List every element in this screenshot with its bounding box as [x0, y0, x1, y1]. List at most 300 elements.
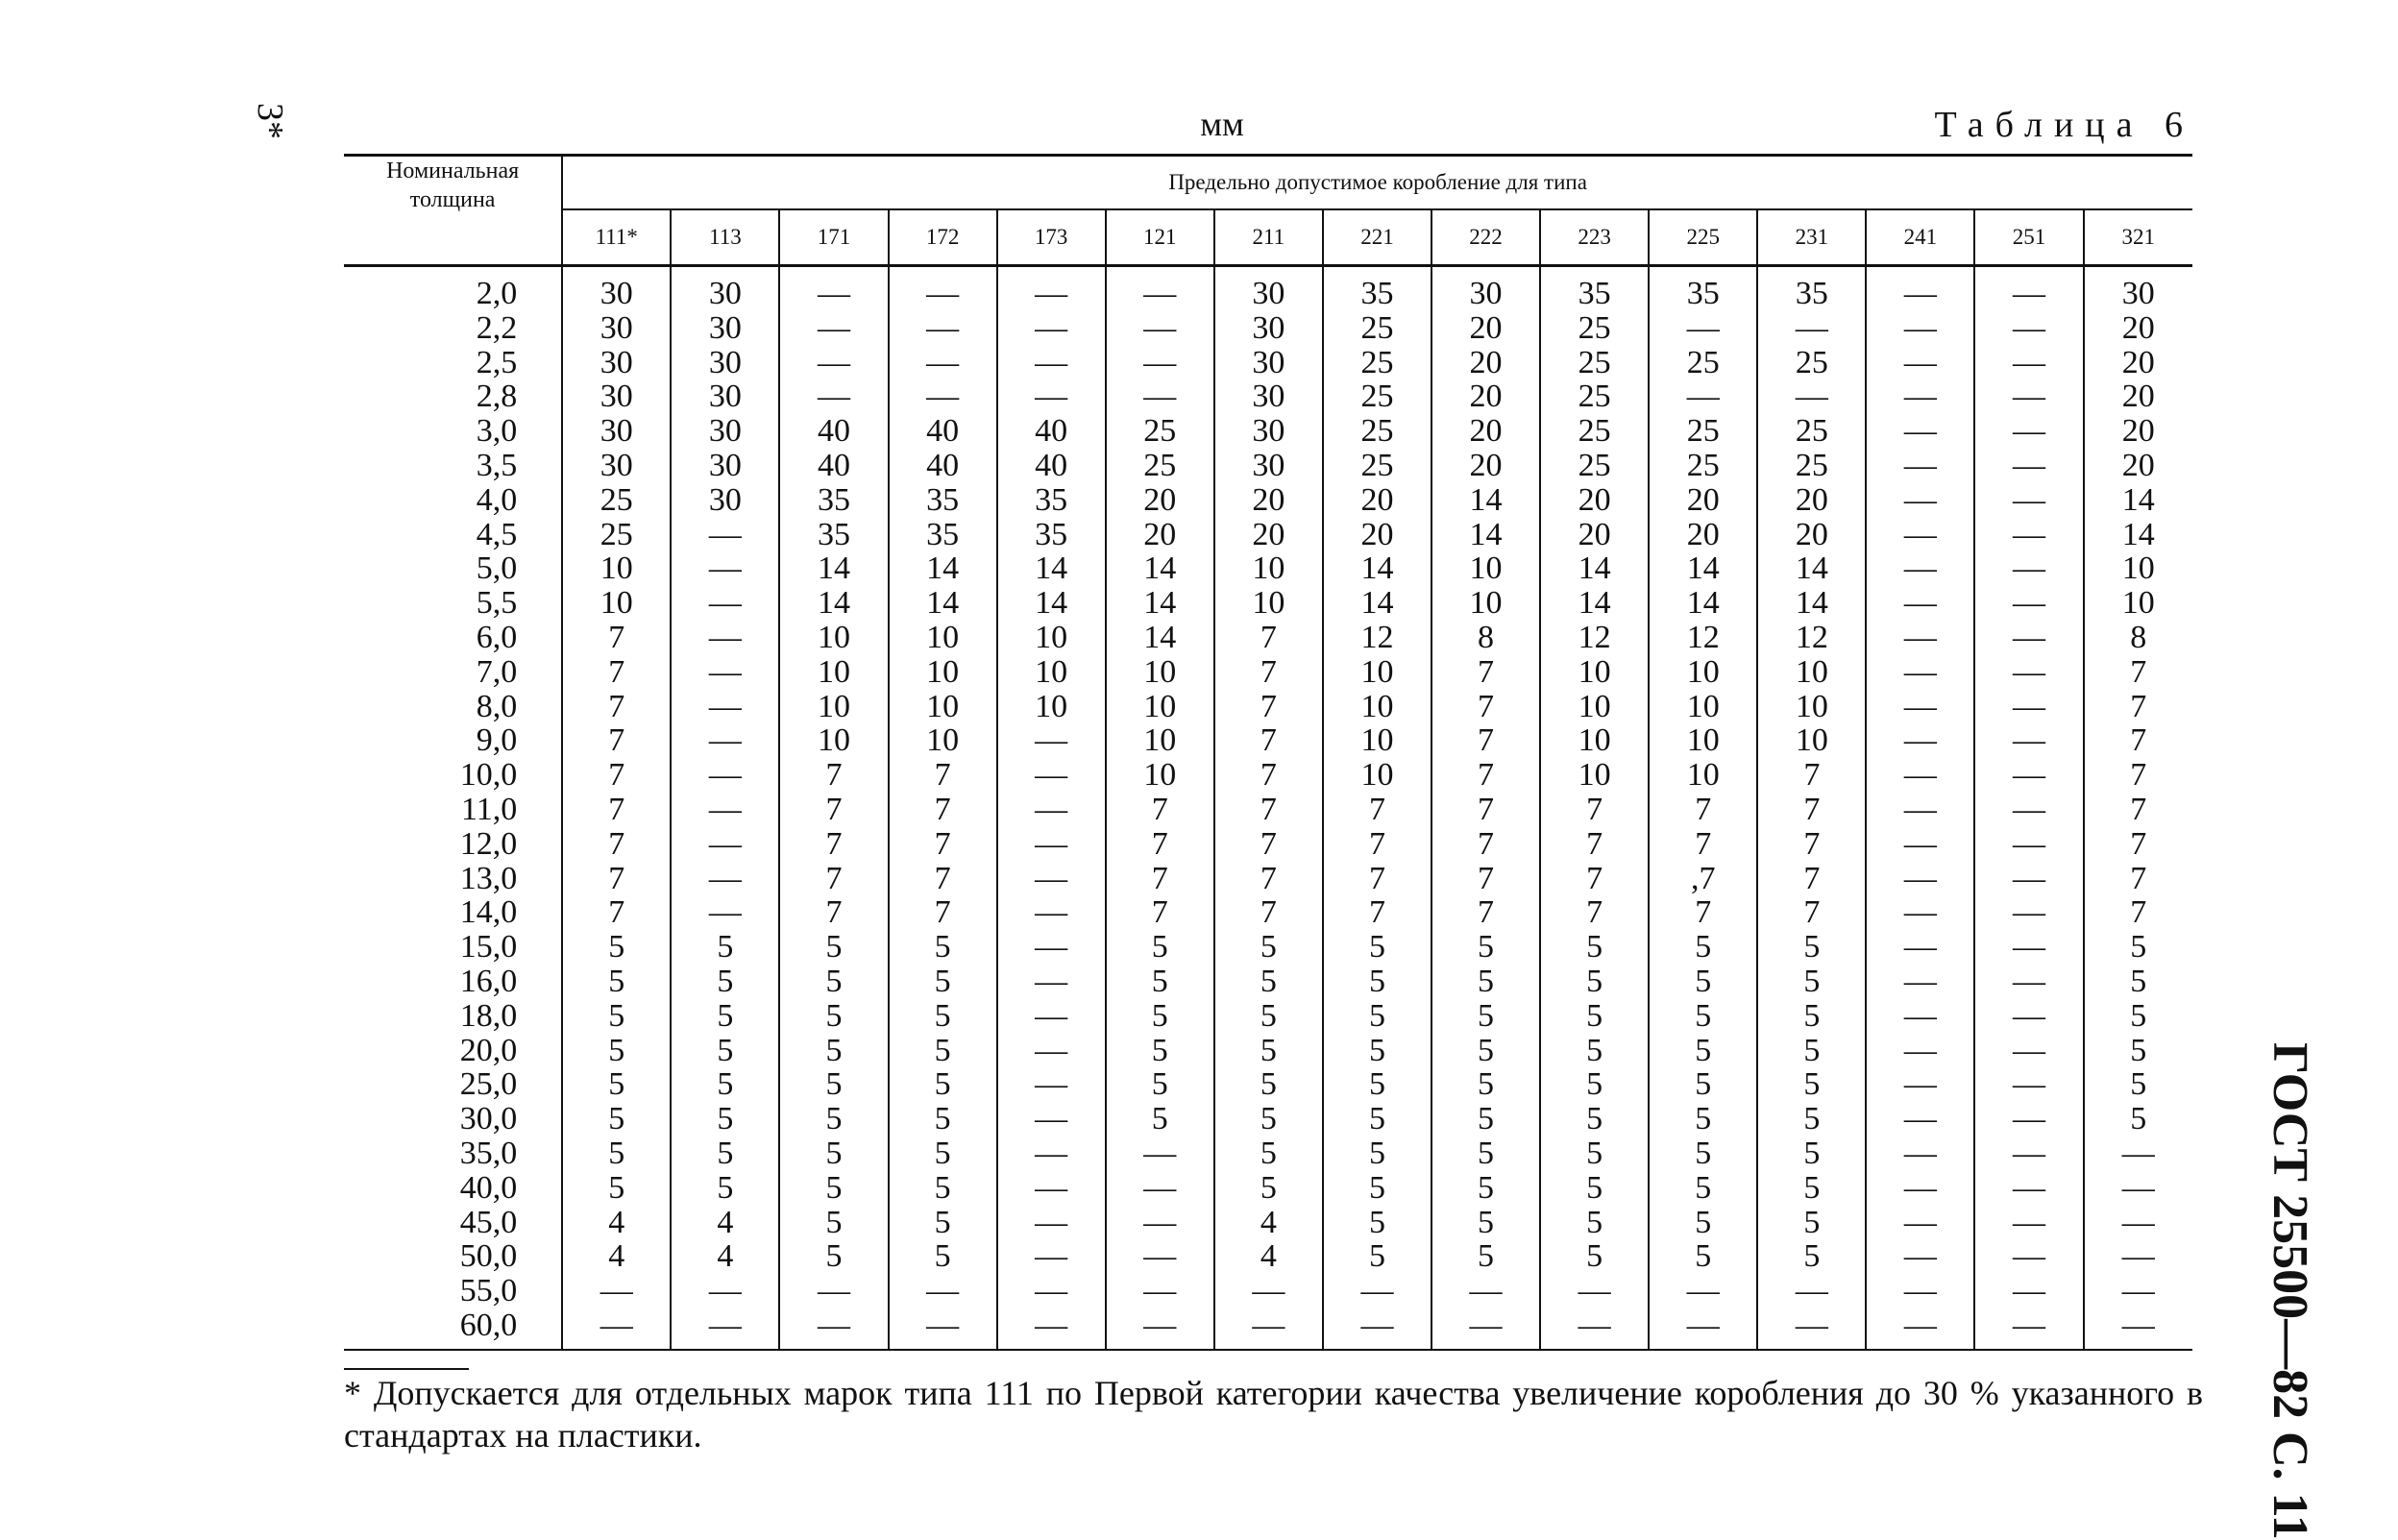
value-cell: — — [1974, 266, 2083, 311]
value-cell: 30 — [671, 414, 779, 449]
value-cell: 5 — [1106, 930, 1214, 965]
value-cell: 30 — [562, 311, 671, 346]
value-cell: 14 — [1323, 586, 1431, 621]
thickness-cell: 40,0 — [459, 1169, 518, 1206]
value-cell: 10 — [1431, 586, 1540, 621]
thickness-cell: 13,0 — [459, 860, 518, 896]
table-row — [344, 1239, 2192, 1274]
value-cell: 40 — [889, 449, 997, 483]
value-cell: — — [1431, 1274, 1540, 1308]
value-cell: 7 — [562, 690, 671, 724]
value-cell: 5 — [1757, 1137, 1866, 1171]
value-cell: 5 — [1649, 1206, 1757, 1240]
value-cell: 5 — [671, 930, 779, 965]
thickness-cell: 3,5 — [476, 447, 518, 483]
page-margin-mark: 3* — [250, 103, 290, 139]
value-cell: 10 — [779, 655, 888, 690]
value-cell: 5 — [1323, 1171, 1431, 1206]
value-cell: 35 — [779, 518, 888, 552]
type-header: 223 — [1540, 209, 1649, 266]
value-cell: 7 — [562, 793, 671, 827]
type-header: 241 — [1866, 209, 1974, 266]
value-cell: 5 — [1757, 930, 1866, 965]
value-cell: 14 — [1757, 586, 1866, 621]
value-cell: — — [1866, 551, 1974, 586]
value-cell: 10 — [1540, 655, 1649, 690]
table-row — [344, 999, 2192, 1034]
value-cell: — — [671, 793, 779, 827]
value-cell: 5 — [671, 1034, 779, 1068]
value-cell: 5 — [1540, 1034, 1649, 1068]
value-cell: 7 — [2084, 758, 2192, 793]
table-row — [344, 449, 2192, 483]
value-cell: 14 — [889, 586, 997, 621]
value-cell: 5 — [671, 1067, 779, 1102]
value-cell: 5 — [889, 1137, 997, 1171]
thickness-cell: 9,0 — [476, 722, 518, 759]
value-cell: 10 — [2084, 551, 2192, 586]
type-header: 222 — [1431, 209, 1540, 266]
value-cell: 7 — [889, 862, 997, 896]
value-cell: 10 — [1106, 655, 1214, 690]
type-header: 225 — [1649, 209, 1757, 266]
type-header: 231 — [1757, 209, 1866, 266]
value-cell: — — [1106, 1274, 1214, 1308]
thickness-cell: 55,0 — [459, 1273, 518, 1309]
value-cell: 25 — [1106, 449, 1214, 483]
value-cell: 10 — [889, 723, 997, 758]
value-cell: 30 — [562, 414, 671, 449]
value-cell: — — [2084, 1239, 2192, 1274]
value-cell: 10 — [997, 655, 1106, 690]
value-cell: — — [1649, 1274, 1757, 1308]
value-cell: 30 — [671, 311, 779, 346]
value-cell: — — [671, 895, 779, 930]
warpage-table — [344, 154, 2192, 1351]
value-cell: — — [1866, 266, 1974, 311]
value-cell: — — [1866, 827, 1974, 862]
value-cell: 7 — [1540, 862, 1649, 896]
value-cell: 25 — [1757, 346, 1866, 380]
table-row — [344, 311, 2192, 346]
value-cell: — — [671, 723, 779, 758]
value-cell: 5 — [1757, 999, 1866, 1034]
value-cell: — — [1866, 1171, 1974, 1206]
thickness-cell: 50,0 — [459, 1238, 518, 1275]
value-cell: 25 — [1323, 414, 1431, 449]
value-cell: 7 — [562, 621, 671, 655]
thickness-cell: 12,0 — [459, 825, 518, 862]
value-cell: 10 — [562, 551, 671, 586]
value-cell: 5 — [2084, 1034, 2192, 1068]
value-cell: 20 — [1106, 483, 1214, 518]
value-cell: — — [997, 1034, 1106, 1068]
value-cell: 20 — [1431, 414, 1540, 449]
table-row — [344, 1034, 2192, 1068]
value-cell: 5 — [562, 965, 671, 999]
value-cell: — — [1866, 346, 1974, 380]
value-cell: — — [1974, 895, 2083, 930]
value-cell: 7 — [1431, 793, 1540, 827]
table-row — [344, 793, 2192, 827]
value-cell: 25 — [1540, 449, 1649, 483]
value-cell: 12 — [1323, 621, 1431, 655]
value-cell: — — [1866, 1308, 1974, 1350]
value-cell: 10 — [1757, 723, 1866, 758]
value-cell: — — [1866, 793, 1974, 827]
value-cell: 7 — [1323, 895, 1431, 930]
value-cell: 4 — [562, 1206, 671, 1240]
value-cell: 20 — [1214, 518, 1323, 552]
value-cell: — — [1974, 483, 2083, 518]
value-cell: — — [1974, 1102, 2083, 1137]
value-cell: 14 — [1431, 483, 1540, 518]
value-cell: 5 — [1540, 930, 1649, 965]
value-cell: — — [1214, 1274, 1323, 1308]
table-row — [344, 346, 2192, 380]
value-cell: — — [997, 1206, 1106, 1240]
value-cell: 14 — [1431, 518, 1540, 552]
table-row — [344, 551, 2192, 586]
value-cell: 5 — [671, 1137, 779, 1171]
type-header: 113 — [671, 209, 779, 266]
value-cell: 5 — [671, 1171, 779, 1206]
value-cell: — — [1106, 311, 1214, 346]
value-cell: — — [671, 758, 779, 793]
value-cell: 7 — [1214, 655, 1323, 690]
value-cell: 7 — [2084, 862, 2192, 896]
value-cell: 7 — [1214, 723, 1323, 758]
value-cell: 7 — [2084, 723, 2192, 758]
value-cell: — — [1866, 758, 1974, 793]
value-cell: 14 — [1757, 551, 1866, 586]
value-cell: 7 — [1649, 827, 1757, 862]
table-row — [344, 1102, 2192, 1137]
value-cell: 25 — [1323, 449, 1431, 483]
value-cell: — — [889, 311, 997, 346]
value-cell: 30 — [2084, 266, 2192, 311]
type-header-row — [344, 209, 2192, 266]
value-cell: — — [1974, 999, 2083, 1034]
value-cell: — — [1323, 1308, 1431, 1350]
value-cell: 25 — [1323, 346, 1431, 380]
table-row — [344, 1067, 2192, 1102]
value-cell: — — [1974, 1239, 2083, 1274]
value-cell: — — [671, 621, 779, 655]
thickness-cell: 18,0 — [459, 997, 518, 1034]
value-cell: 30 — [1214, 414, 1323, 449]
value-cell: 7 — [1106, 793, 1214, 827]
thickness-cell: 5,5 — [476, 585, 518, 622]
value-cell: — — [1649, 311, 1757, 346]
value-cell: — — [1974, 1171, 2083, 1206]
value-cell: 10 — [1540, 723, 1649, 758]
value-cell: 20 — [1431, 346, 1540, 380]
value-cell: — — [997, 895, 1106, 930]
value-cell: 35 — [889, 483, 997, 518]
value-cell: 20 — [2084, 379, 2192, 414]
value-cell: 25 — [562, 518, 671, 552]
value-cell: 7 — [1323, 793, 1431, 827]
value-cell: 35 — [997, 518, 1106, 552]
value-cell: 14 — [997, 551, 1106, 586]
value-cell: 7 — [779, 827, 888, 862]
thickness-cell: 4,0 — [476, 481, 518, 518]
thickness-cell: 35,0 — [459, 1135, 518, 1171]
value-cell: 30 — [1214, 379, 1323, 414]
value-cell: — — [779, 346, 888, 380]
value-cell: 10 — [1431, 551, 1540, 586]
value-cell: 25 — [562, 483, 671, 518]
value-cell: 5 — [1757, 1102, 1866, 1137]
value-cell: — — [1757, 379, 1866, 414]
value-cell: 20 — [2084, 449, 2192, 483]
gost-page-reference: ГОСТ 25500—82 С. 11 — [2263, 1042, 2317, 1540]
value-cell: 5 — [1106, 1067, 1214, 1102]
type-header: 211 — [1214, 209, 1323, 266]
table-row — [344, 895, 2192, 930]
nominal-thickness-header: Номинальная толщина — [344, 156, 562, 266]
value-cell: 5 — [1214, 1102, 1323, 1137]
value-cell: 35 — [1540, 266, 1649, 311]
value-cell: 10 — [889, 690, 997, 724]
value-cell: 5 — [1540, 1137, 1649, 1171]
value-cell: — — [1974, 1206, 2083, 1240]
value-cell: — — [997, 346, 1106, 380]
value-cell: — — [779, 1274, 888, 1308]
value-cell: 5 — [779, 1171, 888, 1206]
value-cell: — — [2084, 1308, 2192, 1350]
value-cell: — — [1974, 965, 2083, 999]
value-cell: 7 — [1757, 758, 1866, 793]
value-cell: — — [1866, 930, 1974, 965]
value-cell: — — [562, 1274, 671, 1308]
type-header: 321 — [2084, 209, 2192, 266]
value-cell: 10 — [1757, 655, 1866, 690]
value-cell: 5 — [1214, 1034, 1323, 1068]
value-cell: — — [1974, 1034, 2083, 1068]
value-cell: 7 — [2084, 793, 2192, 827]
value-cell: 5 — [1649, 1171, 1757, 1206]
value-cell: 30 — [562, 266, 671, 311]
value-cell: 10 — [1323, 690, 1431, 724]
value-cell: — — [1866, 895, 1974, 930]
value-cell: 4 — [562, 1239, 671, 1274]
value-cell: 10 — [889, 621, 997, 655]
value-cell: — — [779, 379, 888, 414]
value-cell: 7 — [1214, 758, 1323, 793]
value-cell: — — [2084, 1171, 2192, 1206]
value-cell: 5 — [1106, 965, 1214, 999]
value-cell: 10 — [779, 621, 888, 655]
value-cell: — — [1974, 1067, 2083, 1102]
value-cell: 7 — [889, 895, 997, 930]
value-cell: 5 — [2084, 930, 2192, 965]
value-cell: 7 — [1431, 690, 1540, 724]
value-cell: 5 — [1431, 1067, 1540, 1102]
value-cell: 30 — [671, 449, 779, 483]
value-cell: — — [1106, 1137, 1214, 1171]
value-cell: 7 — [1106, 895, 1214, 930]
value-cell: 5 — [1431, 1034, 1540, 1068]
value-cell: 12 — [1649, 621, 1757, 655]
value-cell: 5 — [1214, 1067, 1323, 1102]
value-cell: — — [562, 1308, 671, 1350]
value-cell: 25 — [1540, 311, 1649, 346]
value-cell: 30 — [562, 346, 671, 380]
value-cell: 5 — [562, 1067, 671, 1102]
value-cell: 8 — [1431, 621, 1540, 655]
value-cell: 10 — [1649, 690, 1757, 724]
value-cell: — — [1866, 483, 1974, 518]
value-cell: 30 — [1214, 346, 1323, 380]
thickness-cell: 2,2 — [476, 309, 518, 346]
value-cell: 5 — [562, 1102, 671, 1137]
value-cell: — — [671, 827, 779, 862]
footnote-divider — [344, 1368, 469, 1370]
value-cell: — — [1866, 621, 1974, 655]
value-cell: 5 — [1540, 999, 1649, 1034]
value-cell: — — [1974, 655, 2083, 690]
value-cell: 25 — [1540, 379, 1649, 414]
value-cell: 10 — [1323, 655, 1431, 690]
value-cell: 5 — [1757, 1067, 1866, 1102]
value-cell: 10 — [1106, 690, 1214, 724]
value-cell: 5 — [1431, 1239, 1540, 1274]
value-cell: — — [1106, 1206, 1214, 1240]
value-cell: 5 — [1323, 1067, 1431, 1102]
table-row — [344, 1137, 2192, 1171]
value-cell: 14 — [1106, 551, 1214, 586]
value-cell: 5 — [1757, 1239, 1866, 1274]
value-cell: — — [1974, 1137, 2083, 1171]
value-cell: 25 — [1649, 414, 1757, 449]
value-cell: 5 — [889, 1067, 997, 1102]
table-title: Таблица 6 — [1934, 105, 2194, 145]
type-header: 171 — [779, 209, 888, 266]
value-cell: — — [1866, 1274, 1974, 1308]
value-cell: 14 — [1540, 551, 1649, 586]
value-cell: — — [1866, 518, 1974, 552]
thickness-cell: 45,0 — [459, 1204, 518, 1240]
value-cell: 7 — [1649, 895, 1757, 930]
value-cell: — — [2084, 1137, 2192, 1171]
value-cell: 5 — [889, 1034, 997, 1068]
value-cell: 25 — [1540, 346, 1649, 380]
value-cell: 5 — [1431, 1137, 1540, 1171]
value-cell: 5 — [779, 1206, 888, 1240]
value-cell: 4 — [1214, 1206, 1323, 1240]
value-cell: — — [1866, 586, 1974, 621]
value-cell: 7 — [1214, 793, 1323, 827]
value-cell: 20 — [1431, 449, 1540, 483]
value-cell: 5 — [1649, 1067, 1757, 1102]
value-cell: 5 — [2084, 999, 2192, 1034]
value-cell: 20 — [2084, 414, 2192, 449]
value-cell: — — [997, 1274, 1106, 1308]
value-cell: 7 — [1214, 895, 1323, 930]
thickness-cell: 60,0 — [344, 1308, 562, 1350]
value-cell: — — [1974, 311, 2083, 346]
value-cell: 5 — [1431, 1171, 1540, 1206]
value-cell: — — [671, 1274, 779, 1308]
value-cell: — — [997, 1067, 1106, 1102]
value-cell: 14 — [1649, 586, 1757, 621]
value-cell: 5 — [1214, 1171, 1323, 1206]
value-cell: — — [1974, 518, 2083, 552]
value-cell: — — [889, 1308, 997, 1350]
value-cell: — — [671, 518, 779, 552]
value-cell: — — [1866, 999, 1974, 1034]
value-cell: — — [997, 1308, 1106, 1350]
value-cell: — — [1974, 621, 2083, 655]
value-cell: 5 — [1214, 999, 1323, 1034]
thickness-cell: 2,0 — [476, 276, 518, 311]
value-cell: 20 — [1757, 518, 1866, 552]
value-cell: — — [997, 1239, 1106, 1274]
value-cell: — — [1866, 965, 1974, 999]
value-cell: 5 — [1431, 965, 1540, 999]
value-cell: — — [779, 1308, 888, 1350]
value-cell: 20 — [1431, 379, 1540, 414]
value-cell: — — [1866, 311, 1974, 346]
value-cell: 5 — [1431, 1102, 1540, 1137]
value-cell: 10 — [2084, 586, 2192, 621]
value-cell: 10 — [1323, 758, 1431, 793]
value-cell: — — [997, 965, 1106, 999]
value-cell: 7 — [562, 723, 671, 758]
value-cell: 5 — [1540, 1067, 1649, 1102]
value-cell: 5 — [671, 965, 779, 999]
value-cell: — — [1757, 311, 1866, 346]
value-cell: 7 — [1214, 827, 1323, 862]
value-cell: 5 — [1757, 1206, 1866, 1240]
value-cell: 12 — [1540, 621, 1649, 655]
value-cell: 35 — [889, 518, 997, 552]
value-cell: — — [671, 690, 779, 724]
value-cell: 7 — [1757, 862, 1866, 896]
value-cell: 7 — [562, 758, 671, 793]
value-cell: 5 — [1323, 1239, 1431, 1274]
value-cell: 40 — [997, 414, 1106, 449]
value-cell: 7 — [779, 758, 888, 793]
value-cell: 5 — [1323, 1034, 1431, 1068]
value-cell: ,7 — [1649, 862, 1757, 896]
value-cell: 35 — [997, 483, 1106, 518]
type-header: 221 — [1323, 209, 1431, 266]
value-cell: 7 — [1323, 862, 1431, 896]
value-cell: 25 — [1649, 346, 1757, 380]
value-cell: 5 — [671, 1102, 779, 1137]
value-cell: — — [1323, 1274, 1431, 1308]
value-cell: 30 — [1214, 311, 1323, 346]
value-cell: 35 — [1649, 266, 1757, 311]
value-cell: 5 — [1649, 1137, 1757, 1171]
value-cell: 10 — [562, 586, 671, 621]
value-cell: 20 — [1649, 518, 1757, 552]
value-cell: 14 — [2084, 518, 2192, 552]
value-cell: — — [2084, 1274, 2192, 1308]
value-cell: 5 — [1214, 1137, 1323, 1171]
value-cell: 7 — [1757, 895, 1866, 930]
value-cell: — — [997, 862, 1106, 896]
value-cell: — — [1866, 862, 1974, 896]
value-cell: — — [1866, 723, 1974, 758]
value-cell: 5 — [1323, 999, 1431, 1034]
value-cell: 7 — [1431, 723, 1540, 758]
table-row — [344, 1274, 2192, 1308]
value-cell: — — [1974, 1308, 2083, 1350]
